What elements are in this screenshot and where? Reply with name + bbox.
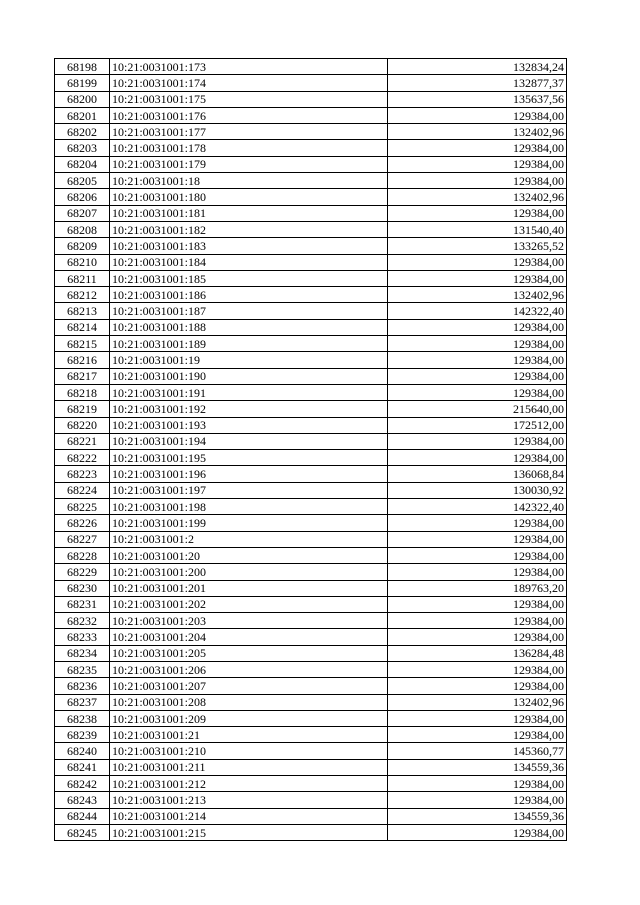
table-row: [55, 694, 567, 710]
row-number-cell: 68238: [55, 710, 110, 726]
cadastral-number-cell: 10:21:0031001:207: [110, 678, 388, 694]
row-number-cell: 68224: [55, 482, 110, 498]
row-number-cell: 68215: [55, 336, 110, 352]
cadastral-number-cell: 10:21:0031001:197: [110, 482, 388, 498]
row-number-cell: 68233: [55, 629, 110, 645]
value-cell: 129384,00: [388, 270, 567, 286]
value-cell: 129384,00: [388, 613, 567, 629]
table-row: [55, 124, 567, 140]
table-row: [55, 352, 567, 368]
row-number-cell: 68236: [55, 678, 110, 694]
table-row: [55, 499, 567, 515]
table-row: [55, 596, 567, 612]
cadastral-number-cell: 10:21:0031001:178: [110, 140, 388, 156]
row-number-cell: 68222: [55, 450, 110, 466]
table-row: [55, 661, 567, 677]
value-cell: 129384,00: [388, 792, 567, 808]
cadastral-number-cell: 10:21:0031001:202: [110, 596, 388, 612]
cadastral-number-cell: 10:21:0031001:193: [110, 417, 388, 433]
table-row: [55, 303, 567, 319]
value-cell: 129384,00: [388, 515, 567, 531]
row-number-cell: 68237: [55, 694, 110, 710]
table-row: [55, 417, 567, 433]
row-number-cell: 68243: [55, 792, 110, 808]
row-number-cell: 68203: [55, 140, 110, 156]
table-row: [55, 107, 567, 123]
table-row: [55, 238, 567, 254]
table-row: [55, 792, 567, 808]
value-cell: 129384,00: [388, 156, 567, 172]
table-row: [55, 401, 567, 417]
row-number-cell: 68234: [55, 645, 110, 661]
row-number-cell: 68221: [55, 433, 110, 449]
cadastral-number-cell: 10:21:0031001:181: [110, 205, 388, 221]
cadastral-number-cell: 10:21:0031001:204: [110, 629, 388, 645]
cadastral-number-cell: 10:21:0031001:180: [110, 189, 388, 205]
row-number-cell: 68232: [55, 613, 110, 629]
row-number-cell: 68211: [55, 270, 110, 286]
value-cell: 129384,00: [388, 661, 567, 677]
row-number-cell: 68216: [55, 352, 110, 368]
cadastral-number-cell: 10:21:0031001:184: [110, 254, 388, 270]
table-row: [55, 824, 567, 840]
value-cell: 145360,77: [388, 743, 567, 759]
row-number-cell: 68214: [55, 319, 110, 335]
cadastral-number-cell: 10:21:0031001:20: [110, 547, 388, 563]
row-number-cell: 68208: [55, 221, 110, 237]
cadastral-number-cell: 10:21:0031001:192: [110, 401, 388, 417]
value-cell: 132402,96: [388, 287, 567, 303]
table-row: [55, 270, 567, 286]
value-cell: 132877,37: [388, 75, 567, 91]
value-cell: 131540,40: [388, 221, 567, 237]
cadastral-number-cell: 10:21:0031001:179: [110, 156, 388, 172]
value-cell: 129384,00: [388, 776, 567, 792]
value-cell: 142322,40: [388, 499, 567, 515]
table-row: [55, 678, 567, 694]
row-number-cell: 68225: [55, 499, 110, 515]
row-number-cell: 68206: [55, 189, 110, 205]
cadastral-number-cell: 10:21:0031001:205: [110, 645, 388, 661]
table-row: [55, 613, 567, 629]
cadastral-number-cell: 10:21:0031001:211: [110, 759, 388, 775]
table-row: [55, 287, 567, 303]
row-number-cell: 68220: [55, 417, 110, 433]
value-cell: 134559,36: [388, 759, 567, 775]
table-row: [55, 466, 567, 482]
row-number-cell: 68223: [55, 466, 110, 482]
table-row: [55, 776, 567, 792]
value-cell: 135637,56: [388, 91, 567, 107]
table-row: [55, 91, 567, 107]
table-row: [55, 433, 567, 449]
cadastral-number-cell: 10:21:0031001:201: [110, 580, 388, 596]
value-cell: 133265,52: [388, 238, 567, 254]
table-row: [55, 140, 567, 156]
cadastral-number-cell: 10:21:0031001:198: [110, 499, 388, 515]
table-row: [55, 156, 567, 172]
table-row: [55, 450, 567, 466]
row-number-cell: 68229: [55, 564, 110, 580]
row-number-cell: 68239: [55, 727, 110, 743]
cadastral-number-cell: 10:21:0031001:199: [110, 515, 388, 531]
cadastral-number-cell: 10:21:0031001:203: [110, 613, 388, 629]
cadastral-number-cell: 10:21:0031001:2: [110, 531, 388, 547]
value-cell: 129384,00: [388, 727, 567, 743]
row-number-cell: 68202: [55, 124, 110, 140]
row-number-cell: 68240: [55, 743, 110, 759]
value-cell: 129384,00: [388, 433, 567, 449]
value-cell: 129384,00: [388, 547, 567, 563]
cadastral-number-cell: 10:21:0031001:196: [110, 466, 388, 482]
cadastral-number-cell: 10:21:0031001:214: [110, 808, 388, 824]
cadastral-number-cell: 10:21:0031001:215: [110, 824, 388, 840]
value-cell: 215640,00: [388, 401, 567, 417]
table-row: [55, 743, 567, 759]
cadastral-number-cell: 10:21:0031001:183: [110, 238, 388, 254]
cadastral-number-cell: 10:21:0031001:213: [110, 792, 388, 808]
cadastral-number-cell: 10:21:0031001:19: [110, 352, 388, 368]
value-cell: 129384,00: [388, 450, 567, 466]
table-row: [55, 205, 567, 221]
cadastral-number-cell: 10:21:0031001:21: [110, 727, 388, 743]
table-row: [55, 189, 567, 205]
table-row: [55, 727, 567, 743]
cadastral-number-cell: 10:21:0031001:194: [110, 433, 388, 449]
row-number-cell: 68207: [55, 205, 110, 221]
row-number-cell: 68244: [55, 808, 110, 824]
value-cell: 142322,40: [388, 303, 567, 319]
table-row: [55, 710, 567, 726]
table-row: [55, 173, 567, 189]
table-row: [55, 759, 567, 775]
value-cell: 129384,00: [388, 107, 567, 123]
value-cell: 172512,00: [388, 417, 567, 433]
table-row: [55, 482, 567, 498]
value-cell: 130030,92: [388, 482, 567, 498]
table-row: [55, 645, 567, 661]
value-cell: 129384,00: [388, 564, 567, 580]
row-number-cell: 68218: [55, 384, 110, 400]
cadastral-number-cell: 10:21:0031001:177: [110, 124, 388, 140]
value-cell: 129384,00: [388, 336, 567, 352]
value-cell: 129384,00: [388, 352, 567, 368]
cadastral-number-cell: 10:21:0031001:182: [110, 221, 388, 237]
cadastral-number-cell: 10:21:0031001:176: [110, 107, 388, 123]
cadastral-number-cell: 10:21:0031001:208: [110, 694, 388, 710]
row-number-cell: 68201: [55, 107, 110, 123]
cadastral-number-cell: 10:21:0031001:195: [110, 450, 388, 466]
value-cell: 134559,36: [388, 808, 567, 824]
value-cell: 129384,00: [388, 629, 567, 645]
value-cell: 129384,00: [388, 254, 567, 270]
cadastral-number-cell: 10:21:0031001:175: [110, 91, 388, 107]
row-number-cell: 68241: [55, 759, 110, 775]
value-cell: 136284,48: [388, 645, 567, 661]
row-number-cell: 68235: [55, 661, 110, 677]
cadastral-number-cell: 10:21:0031001:189: [110, 336, 388, 352]
row-number-cell: 68231: [55, 596, 110, 612]
value-cell: 129384,00: [388, 140, 567, 156]
table-row: [55, 629, 567, 645]
row-number-cell: 68217: [55, 368, 110, 384]
row-number-cell: 68245: [55, 824, 110, 840]
value-cell: 129384,00: [388, 824, 567, 840]
table-row: [55, 384, 567, 400]
row-number-cell: 68230: [55, 580, 110, 596]
value-cell: 129384,00: [388, 173, 567, 189]
value-cell: 132834,24: [388, 59, 567, 75]
row-number-cell: 68209: [55, 238, 110, 254]
table-body: [55, 59, 567, 841]
row-number-cell: 68200: [55, 91, 110, 107]
table-row: [55, 59, 567, 75]
table-row: [55, 368, 567, 384]
table-row: [55, 336, 567, 352]
table-row: [55, 221, 567, 237]
table-row: [55, 75, 567, 91]
table-row: [55, 515, 567, 531]
table-row: [55, 319, 567, 335]
value-cell: 129384,00: [388, 384, 567, 400]
cadastral-number-cell: 10:21:0031001:173: [110, 59, 388, 75]
cadastral-number-cell: 10:21:0031001:188: [110, 319, 388, 335]
row-number-cell: 68198: [55, 59, 110, 75]
row-number-cell: 68199: [55, 75, 110, 91]
table-row: [55, 580, 567, 596]
value-cell: 189763,20: [388, 580, 567, 596]
cadastral-number-cell: 10:21:0031001:186: [110, 287, 388, 303]
table-row: [55, 531, 567, 547]
row-number-cell: 68226: [55, 515, 110, 531]
cadastral-number-cell: 10:21:0031001:18: [110, 173, 388, 189]
cadastral-number-cell: 10:21:0031001:185: [110, 270, 388, 286]
cadastral-number-cell: 10:21:0031001:212: [110, 776, 388, 792]
table-row: [55, 254, 567, 270]
cadastral-number-cell: 10:21:0031001:187: [110, 303, 388, 319]
row-number-cell: 68213: [55, 303, 110, 319]
row-number-cell: 68242: [55, 776, 110, 792]
value-cell: 129384,00: [388, 678, 567, 694]
value-cell: 129384,00: [388, 710, 567, 726]
row-number-cell: 68227: [55, 531, 110, 547]
table-row: [55, 808, 567, 824]
row-number-cell: 68205: [55, 173, 110, 189]
value-cell: 129384,00: [388, 368, 567, 384]
value-cell: 136068,84: [388, 466, 567, 482]
cadastral-number-cell: 10:21:0031001:206: [110, 661, 388, 677]
cadastral-number-cell: 10:21:0031001:191: [110, 384, 388, 400]
value-cell: 129384,00: [388, 319, 567, 335]
row-number-cell: 68210: [55, 254, 110, 270]
value-cell: 129384,00: [388, 596, 567, 612]
value-cell: 132402,96: [388, 694, 567, 710]
row-number-cell: 68228: [55, 547, 110, 563]
cadastral-number-cell: 10:21:0031001:190: [110, 368, 388, 384]
value-cell: 129384,00: [388, 205, 567, 221]
row-number-cell: 68212: [55, 287, 110, 303]
cadastral-number-cell: 10:21:0031001:174: [110, 75, 388, 91]
row-number-cell: 68204: [55, 156, 110, 172]
cadastral-value-table: [54, 58, 567, 841]
table-row: [55, 547, 567, 563]
cadastral-number-cell: 10:21:0031001:210: [110, 743, 388, 759]
row-number-cell: 68219: [55, 401, 110, 417]
value-cell: 129384,00: [388, 531, 567, 547]
cadastral-number-cell: 10:21:0031001:209: [110, 710, 388, 726]
value-cell: 132402,96: [388, 189, 567, 205]
cadastral-number-cell: 10:21:0031001:200: [110, 564, 388, 580]
table-row: [55, 564, 567, 580]
value-cell: 132402,96: [388, 124, 567, 140]
